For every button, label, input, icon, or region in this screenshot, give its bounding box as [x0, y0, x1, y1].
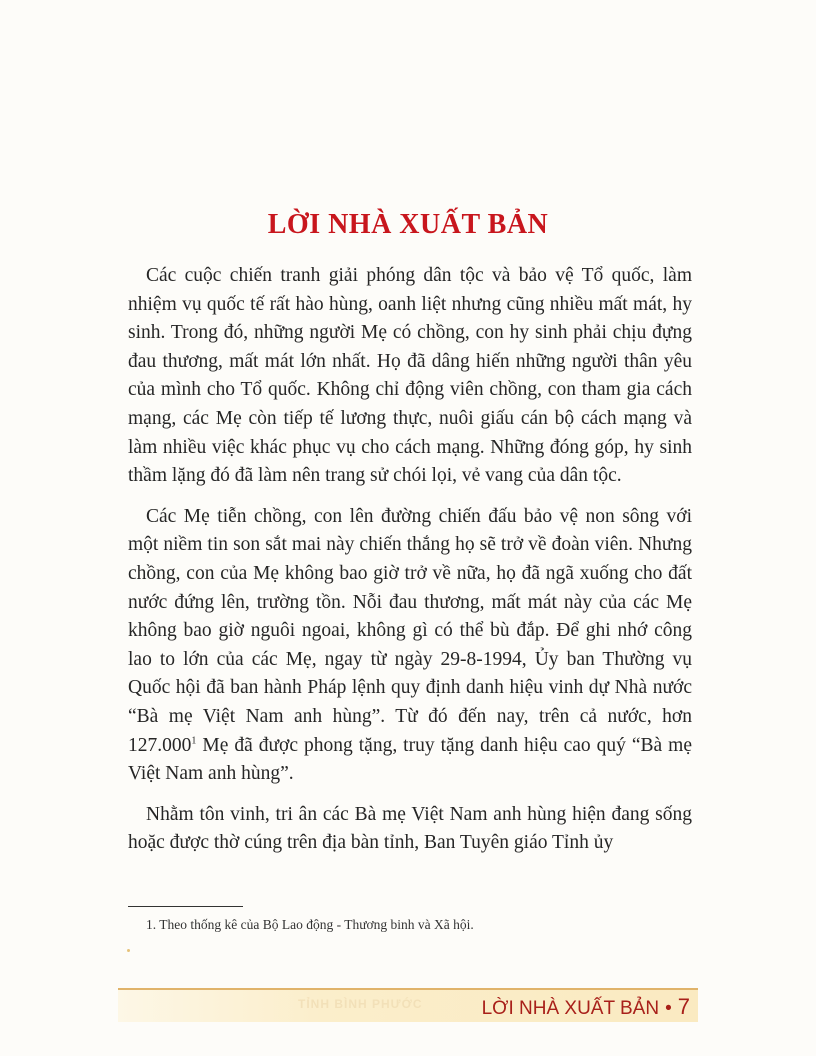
paper-speck	[127, 949, 130, 952]
footnote-separator	[128, 906, 243, 907]
running-head	[482, 994, 690, 1020]
bullet-icon: •	[665, 998, 672, 1019]
footnote: 1. Theo thống kê của Bộ Lao động - Thương binh và Xã hội.	[146, 917, 474, 932]
paragraph-2-text-after-note: Mẹ đã được phong tặng, truy tặng danh hiệu cao quý “Bà mẹ Việt Nam anh hùng”.	[128, 734, 692, 785]
page-title: LỜI NHÀ XUẤT BẢN	[267, 208, 549, 240]
footnote-reference: 1	[191, 735, 197, 746]
running-head-title: LỜI NHÀ XUẤT BẢN	[481, 998, 660, 1019]
paragraph-2	[128, 503, 692, 789]
paragraph-2-text-before-note: Các Mẹ tiễn chồng, con lên đường chiến đấu bảo vệ non sông với một niềm tin son sắt mai này chiến thắng họ sẽ trở về đoàn viên. Nhưng chồng, con của Mẹ không bao giờ trở về nữa, họ đã ngã xuống cho đất nước đứng lên, trường tồn. Nỗi đau thương, mất mát này của các Mẹ không bao giờ nguôi ngoai, không gì có thể bù đắp. Để ghi nhớ công lao to lớn của các Mẹ, ngay từ ngày 29-8-1994, Ủy ban Thường vụ Quốc hội đã ban hành Pháp lệnh quy định danh hiệu vinh dự Nhà nước “Bà mẹ Việt Nam anh hùng”. Từ đó đến nay, trên cả nước, hơn 127.000	[128, 505, 692, 756]
paragraph-1: Các cuộc chiến tranh giải phóng dân tộc và bảo vệ Tổ quốc, làm nhiệm vụ quốc tế rất hào hùng, oanh liệt nhưng cũng nhiều mất mát, hy sinh. Trong đó, những người Mẹ có chồng, con hy sinh phải chịu đựng đau thương, mất mát lớn nhất. Họ đã dâng hiến những người thân yêu của mình cho Tổ quốc. Không chỉ động viên chồng, con tham gia cách mạng, các Mẹ còn tiếp tế lương thực, nuôi giấu cán bộ cách mạng và làm nhiều việc khác phục vụ cho cách mạng. Những đóng góp, hy sinh thầm lặng đó đã làm nên trang sử chói lọi, vẻ vang của dân tộc.	[128, 265, 692, 487]
footer-watermark: TỈNH BÌNH PHƯỚC	[298, 997, 423, 1011]
body-text	[128, 262, 692, 870]
paragraph-3: Nhằm tôn vinh, tri ân các Bà mẹ Việt Nam anh hùng hiện đang sống hoặc được thờ cúng trên địa bàn tỉnh, Ban Tuyên giáo Tỉnh ủy	[128, 803, 692, 854]
footer-band	[118, 988, 698, 1022]
page-number: 7	[677, 994, 690, 1019]
